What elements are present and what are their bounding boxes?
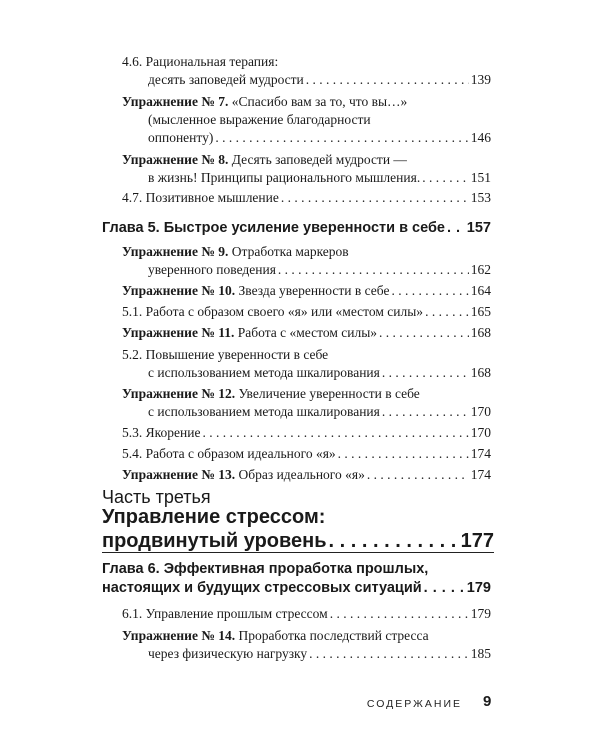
page-number: 174 (470, 467, 491, 482)
toc-entry-6-1[interactable]: 6.1. Управление прошлым стрессом . . . 179 (122, 605, 491, 623)
part-label: Часть третья (102, 487, 211, 507)
exercise-label: Упражнение № 8. (122, 152, 229, 167)
leader-dots (424, 579, 465, 598)
page-number: 185 (470, 646, 491, 661)
part-title-line1: Управление стрессом: (102, 506, 326, 528)
toc-exercise-12[interactable]: с использованием метода шкалирования . . . 170 (148, 403, 491, 421)
page-number: 151 (470, 170, 491, 185)
toc-chapter-6[interactable]: настоящих и будущих стрессовых ситуаций . . . 179 (102, 579, 491, 598)
leader-dots (329, 529, 459, 553)
toc-entry-5-2[interactable]: с использованием метода шкалирования . . . 168 (148, 364, 491, 382)
leader-dots (391, 282, 468, 300)
toc-part-3[interactable] (102, 529, 494, 553)
toc-exercise-7-line2: (мысленное выражение благодарности (148, 112, 371, 127)
exercise-label: Упражнение № 10. (122, 283, 236, 298)
leader-dots (278, 261, 469, 279)
leader-dots (338, 445, 469, 463)
part-title-line2: продвинутый уровень (102, 530, 327, 552)
toc-exercise-14[interactable]: через физическую нагрузку . . . 185 (148, 645, 491, 663)
running-footer-section: СОДЕРЖАНИЕ (366, 698, 462, 710)
page-number: 162 (470, 262, 491, 277)
part-divider (102, 552, 494, 553)
toc-chapter-5[interactable]: Глава 5. Быстрое усиление уверенности в себе . . . 157 (102, 219, 491, 238)
toc-exercise-10[interactable]: Упражнение № 10. Звезда уверенности в себе . . . 164 (122, 282, 491, 300)
page-number: 168 (470, 325, 491, 340)
exercise-label: Упражнение № 11. (122, 325, 235, 340)
toc-exercise-13[interactable]: Упражнение № 13. Образ идеального «я» . . . 174 (122, 466, 491, 484)
leader-dots (215, 129, 468, 147)
page-number: 170 (470, 425, 491, 440)
page-number: 164 (470, 283, 491, 298)
leader-dots (382, 403, 469, 421)
leader-dots (447, 219, 465, 238)
exercise-label: Упражнение № 13. (122, 467, 236, 482)
page-number: 139 (470, 72, 491, 87)
page-number: 157 (466, 220, 491, 236)
leader-dots (367, 466, 469, 484)
page-number: 174 (470, 446, 491, 461)
toc-exercise-11[interactable]: Упражнение № 11. Работа с «местом силы» . . . 168 (122, 324, 491, 342)
page-number: 153 (470, 190, 491, 205)
toc-entry-4-6[interactable] (148, 71, 491, 89)
toc-entry-4-6-line2: десять заповедей мудрости (148, 72, 304, 87)
leader-dots (306, 71, 469, 89)
toc-entry-5-1[interactable]: 5.1. Работа с образом своего «я» или «местом силы» . . . 165 (122, 303, 491, 321)
exercise-label: Упражнение № 14. (122, 628, 236, 643)
leader-dots (202, 424, 468, 442)
exercise-label: Упражнение № 9. (122, 244, 229, 259)
page-number: 146 (470, 130, 491, 145)
page-number: 170 (470, 404, 491, 419)
page-number: 179 (466, 580, 491, 596)
toc-entry-4-7[interactable]: 4.7. Позитивное мышление . . . 153 (122, 189, 491, 207)
page-number: 177 (460, 530, 494, 552)
toc-exercise-12-line1: Упражнение № 12. Увеличение уверенности в себе (122, 386, 420, 401)
exercise-label: Упражнение № 12. (122, 386, 236, 401)
toc-exercise-8[interactable]: в жизнь! Принципы рационального мышления. . . . 151 (148, 169, 491, 187)
toc-entry-4-6-line1: 4.6. Рациональная терапия: (122, 54, 279, 69)
toc-exercise-7-line1: Упражнение № 7. «Спасибо вам за то, что вы…» (122, 94, 408, 109)
page-number: 165 (470, 304, 491, 319)
leader-dots (379, 324, 469, 342)
toc-exercise-7[interactable]: оппоненту) . . . 146 (148, 129, 491, 147)
leader-dots (382, 364, 469, 382)
leader-dots (422, 169, 469, 187)
exercise-label: Упражнение № 7. (122, 94, 229, 109)
page-number: 168 (470, 365, 491, 380)
toc-exercise-14-line1: Упражнение № 14. Проработка последствий стресса (122, 628, 429, 643)
leader-dots (425, 303, 469, 321)
leader-dots (281, 189, 469, 207)
toc-exercise-8-line1: Упражнение № 8. Десять заповедей мудрости — (122, 152, 407, 167)
toc-exercise-9-line1: Упражнение № 9. Отработка маркеров (122, 244, 349, 259)
leader-dots (309, 645, 469, 663)
toc-chapter-6-line1: Глава 6. Эффективная проработка прошлых, (102, 561, 429, 577)
folio-page-number: 9 (483, 693, 492, 710)
toc-exercise-9[interactable]: уверенного поведения . . . 162 (148, 261, 491, 279)
page-number: 179 (470, 606, 491, 621)
toc-entry-5-2-line1: 5.2. Повышение уверенности в себе (122, 347, 329, 362)
toc-entry-5-4[interactable]: 5.4. Работа с образом идеального «я» . . . 174 (122, 445, 491, 463)
leader-dots (330, 605, 469, 623)
toc-entry-5-3[interactable]: 5.3. Якорение . . . 170 (122, 424, 491, 442)
